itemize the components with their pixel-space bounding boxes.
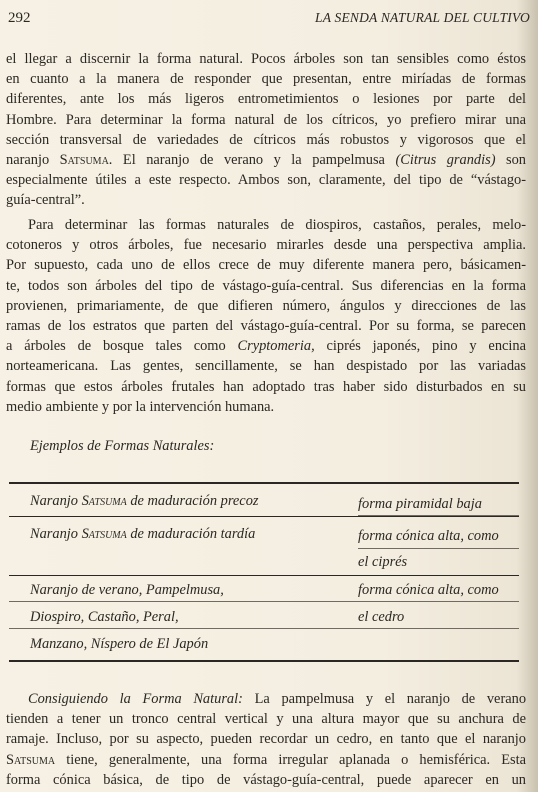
small-caps-term: Satsuma	[6, 751, 56, 768]
text-line: cotoneros y otros árboles, fue necesario mirarles desde una perspectiva amplia.	[6, 237, 526, 254]
text-line: ramaje. Incluso, por su aspecto, pueden recordar un cedro, en tanto que el naranjo	[6, 731, 526, 748]
text-line: medio ambiente y por la intervención humana.	[6, 398, 275, 415]
row-line	[9, 628, 519, 629]
form-description-cell: forma cónica alta, como	[358, 528, 499, 544]
text-run: a árboles de bosque tales como	[6, 338, 238, 355]
italic-scientific-name: Cryptomeria,	[237, 338, 315, 355]
text-line	[6, 150, 526, 170]
text-line	[6, 336, 526, 356]
form-description-cell: el cedro	[358, 609, 405, 625]
italic-run-in-heading: Consiguiendo la Forma Natural:	[28, 691, 243, 707]
text-run: son	[495, 152, 526, 169]
italic-scientific-name: (Citrus grandis)	[395, 152, 496, 169]
text-line: el llegar a discernir la forma natural. Pocos árboles son tan sensibles como éstos	[6, 51, 526, 67]
table-row-rule	[9, 516, 519, 517]
text-line: provienen, primariamente, de que difieren número, ángulos y direcciones de las	[6, 297, 526, 314]
form-description-cell: forma cónica alta, como	[358, 582, 499, 598]
text-run: . El naranjo de verano y la pampelmusa	[108, 152, 396, 169]
small-caps-term: Satsuma	[59, 152, 109, 169]
text-run: naranjo	[6, 152, 60, 169]
paragraph-fruit-tree-forms	[6, 215, 526, 417]
form-description-cell: el ciprés	[358, 554, 408, 570]
text-line: tienden a tener un tronco central vertical y una altura mayor que su anchura de	[6, 711, 526, 728]
cell-underline	[358, 548, 519, 549]
text-line: forma cónica básica, de tipo de vástago-guía-central, puede aparecer en un	[6, 771, 526, 788]
tree-name-cell: Diospiro, Castaño, Peral,	[30, 609, 179, 625]
text-line: guía-central”.	[6, 192, 85, 209]
text-line: en cuanto a la manera de responder que presentan, entre miríadas de formas	[6, 71, 526, 88]
text-line	[6, 750, 526, 770]
form-description-cell: forma piramidal baja	[358, 496, 482, 512]
row-line	[9, 601, 519, 602]
text-run: La pampelmusa y el naranjo de verano	[242, 691, 526, 707]
text-line: sección transversal de variedades de cítricos más robustos y vigorosos que el	[6, 131, 526, 148]
text-line: norteamericana. Las gentes, sencillamente, se han despistado por las variadas	[6, 358, 526, 375]
text-line: ramas de los estratos que parten del vástago-guía-central. Por su forma, se parecen	[6, 318, 526, 335]
text-line: Hombre. Para determinar la forma natural de los cítricos, yo prefiero mirar una	[6, 111, 526, 128]
text-line: especialmente útiles a este respecto. Ambos son, claramente, del tipo de “vástago-	[6, 172, 526, 189]
table-bottom-rule	[9, 660, 519, 662]
text-line: Por supuesto, cada uno de ellos crece de muy diferente manera pero, básicamen-	[6, 257, 526, 274]
page-header	[8, 10, 530, 30]
text-line: formas que estos árboles frutales han adoptado tras haber sido disturbados en su	[6, 378, 526, 395]
text-line: Para determinar las formas naturales de diospiros, castaños, perales, melo-	[28, 217, 526, 233]
tree-name-cell: Naranjo Satsuma de maduración tardía	[30, 526, 256, 542]
text-line: diferentes, ante los más ligeros entrometimientos o lesiones por parte del	[6, 91, 526, 108]
tree-name-cell: Manzano, Níspero de El Japón	[30, 636, 209, 652]
page-number: 292	[8, 10, 31, 26]
examples-heading: Ejemplos de Formas Naturales:	[30, 438, 215, 454]
natural-forms-table	[9, 482, 519, 663]
text-line	[6, 689, 526, 709]
text-run: tiene, generalmente, una forma irregular aplanada o hemisférica. Esta	[55, 751, 526, 768]
tree-name-cell: Naranjo de verano, Pampelmusa,	[30, 582, 224, 598]
text-line: te, todos son árboles del tipo de vástago-guía-central. Sus diferencias en la forma	[6, 277, 526, 294]
paragraph-citrus-form	[6, 49, 526, 211]
tree-name-cell: Naranjo Satsuma de maduración precoz	[30, 493, 259, 509]
table-top-rule	[9, 482, 519, 484]
running-head: LA SENDA NATURAL DEL CULTIVO	[315, 10, 530, 25]
text-run: ciprés japonés, pino y encina	[314, 338, 526, 355]
paragraph-achieving-natural-form	[6, 689, 526, 790]
table-row-rule	[9, 575, 519, 576]
